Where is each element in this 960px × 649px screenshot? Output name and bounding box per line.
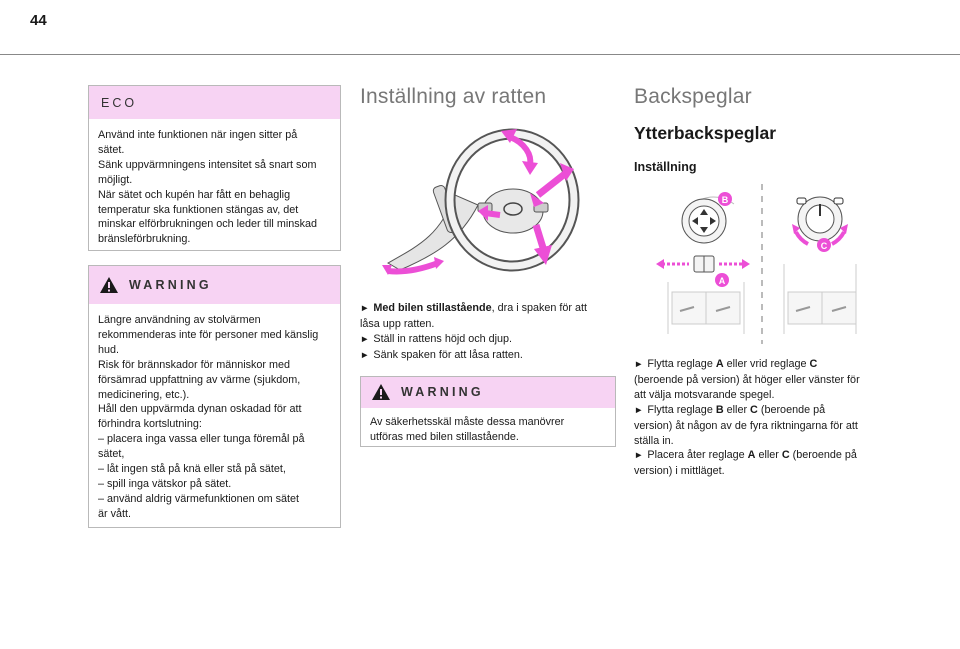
arrow-bullet: ►	[360, 303, 370, 314]
steering-step-3	[360, 348, 616, 364]
arrow-bullet: ►	[634, 404, 644, 416]
warning-box-seat-heating	[88, 265, 341, 528]
steering-step-3-text: Sänk spaken för att låsa ratten.	[373, 348, 523, 361]
mirror-step-1-part: (beroende på version) åt höger eller vänster för att välja motsvarande spegel.	[634, 373, 860, 401]
steering-step-2-text: Ställ in rattens höjd och djup.	[373, 332, 513, 345]
mirror-steps	[634, 357, 884, 479]
control-a-ref: A	[715, 358, 724, 370]
mirror-step-1-part: Flytta reglage	[647, 358, 716, 370]
control-c-ref: C	[781, 449, 790, 462]
eco-body	[89, 119, 340, 255]
column-middle	[360, 85, 616, 447]
eco-text: Använd inte funktionen när ingen sitter på sätet. Sänk uppvärmningens intensitet så snart som möjligt. När sätet och kupén har fått en behaglig temperatur ska funktionen stängas av, det minskar elförbrukningen och leder till minskad bränsleförbrukning.	[98, 129, 318, 246]
top-divider	[0, 54, 960, 55]
mirror-step-2-part: Flytta reglage	[647, 403, 716, 416]
warning-body	[89, 304, 340, 530]
steering-steps	[360, 301, 616, 364]
mirror-step-3-part: eller	[755, 449, 782, 462]
warning-text: Av säkerhetsskäl måste dessa manövrer utföras med bilen stillastående.	[370, 415, 565, 443]
arrow-bullet: ►	[634, 359, 644, 370]
steering-heading: Inställning av ratten	[360, 85, 547, 108]
mirror-step-3	[634, 448, 884, 479]
warning-body	[361, 408, 615, 453]
mirror-step-1	[634, 357, 884, 403]
control-c-ref: C	[750, 403, 758, 416]
arrow-bullet: ►	[634, 450, 644, 462]
column-left	[88, 85, 341, 528]
steering-wheel-illustration	[360, 125, 616, 275]
steering-step-1	[360, 301, 616, 332]
steering-step-1-rest: , dra i spaken för att låsa upp ratten.	[360, 302, 588, 330]
mirror-controls-illustration	[634, 184, 884, 349]
mirror-step-2-part: (beroende på version) åt någon av de fyra riktningarna för att ställa in.	[634, 403, 858, 447]
mirror-step-1-part: eller vrid reglage	[723, 358, 810, 370]
mirrors-section-title: Inställning	[634, 160, 697, 174]
label-a: A	[718, 276, 726, 286]
mirror-step-3-part: (beroende på version) i mittläget.	[634, 449, 857, 478]
warning-triangle-icon	[371, 383, 391, 401]
control-c-ref: C	[809, 358, 818, 370]
mirror-step-2-part: eller	[723, 403, 751, 416]
control-a-ref: A	[747, 449, 756, 462]
control-b-ref: B	[715, 403, 724, 416]
label-b: B	[721, 195, 729, 205]
warning-triangle-icon	[99, 276, 119, 294]
warning-title: WARNING	[129, 278, 212, 292]
column-right	[634, 85, 884, 479]
arrow-bullet: ►	[360, 349, 370, 361]
arrow-bullet: ►	[360, 333, 370, 345]
eco-box	[88, 85, 341, 251]
warning-header	[361, 377, 615, 408]
page-number: 44	[30, 12, 47, 29]
mirror-step-3-part: Placera åter reglage	[647, 449, 748, 462]
mirror-step-2	[634, 403, 884, 449]
steering-step-2	[360, 332, 616, 348]
eco-header	[89, 86, 340, 119]
steering-step-1-bold: Med bilen stillastående	[373, 302, 492, 314]
warning-title: WARNING	[401, 385, 484, 400]
label-c: C	[820, 241, 828, 251]
warning-text: Längre användning av stolvärmen rekommenderas inte för personer med känslig hud. Risk för brännskador för människor med försämrad uppfattning av värme (sjukdom, medicinering, etc.). Håll den uppvärmda dynan oskadad för att förhindra kortslutning: – placera inga vassa eller tunga föremål på sätet, – låt ingen stå på knä eller stå på sätet, – spill inga vätskor på sätet. – använd aldrig värmefunktionen om sätet är vått.	[98, 314, 319, 520]
mirrors-subheading: Ytterbackspeglar	[634, 123, 777, 143]
eco-title: ECO	[101, 95, 138, 110]
mirrors-heading: Backspeglar	[634, 85, 752, 108]
warning-header	[89, 266, 340, 304]
warning-box-steering	[360, 376, 616, 447]
